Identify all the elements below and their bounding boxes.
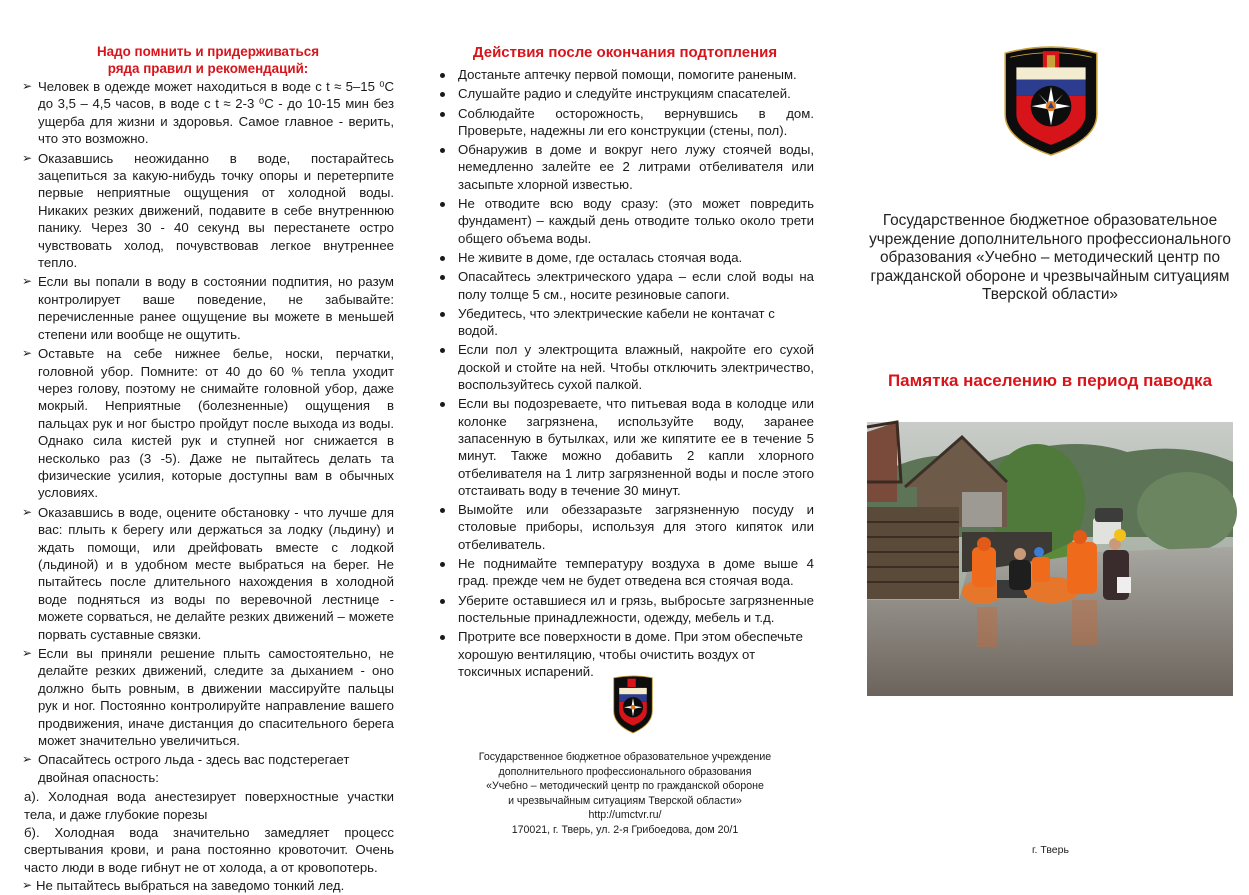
bullet-icon <box>440 256 445 261</box>
rule-item <box>22 273 394 343</box>
action-item <box>436 195 814 247</box>
rule-text: Не пытайтесь выбраться на заведомо тонкий лед. <box>36 878 345 894</box>
action-item <box>436 501 814 553</box>
memo-title: Памятка населению в период паводка <box>887 371 1213 390</box>
action-text: Опасайтесь электрического удара – если слой воды на полу толще 5 см., носите резиновые сапоги. <box>458 269 814 302</box>
action-text: Протрите все поверхности в доме. При этом обеспечьте хорошую вентиляцию, чтобы очистить воздух от токсичных испарений. <box>458 629 803 679</box>
arrow-bullet-icon: ➢ <box>22 346 33 361</box>
action-item <box>436 555 814 590</box>
rule-item <box>22 645 394 749</box>
arrow-bullet-icon: ➢ <box>22 504 33 519</box>
rule-item-last <box>22 877 394 894</box>
footer-line: «Учебно – методический центр по гражданской обороне <box>486 780 764 792</box>
after-flood-list <box>436 66 814 682</box>
bullet-icon <box>440 73 445 78</box>
action-item <box>436 592 814 627</box>
city-label: г. Тверь <box>1032 844 1069 856</box>
rule-subitem: б). Холодная вода значительно замедляет процесс свертывания крови, и рана постоянно кровоточит. Очень часто люди в воде гибнут не от холода, а от кровопотерь. <box>24 825 394 875</box>
rules-list <box>22 78 394 895</box>
rule-item <box>22 345 394 502</box>
footer-line: Государственное бюджетное образовательное учреждение <box>478 751 772 763</box>
bullet-icon <box>440 599 445 604</box>
bullet-icon <box>440 112 445 117</box>
action-item <box>436 628 814 680</box>
footer-line: дополнительного профессионального образования <box>498 765 752 778</box>
rule-item <box>22 78 394 148</box>
emblem-icon <box>1000 43 1102 155</box>
action-item <box>436 66 814 83</box>
arrow-bullet-icon: ➢ <box>22 79 33 93</box>
arrow-bullet-icon: ➢ <box>22 878 33 893</box>
rules-heading <box>22 43 394 77</box>
action-item <box>436 249 814 266</box>
bullet-icon <box>440 202 445 207</box>
org-name-line: учреждение дополнительного профессионального <box>869 230 1231 248</box>
rule-item <box>22 751 394 786</box>
rules-heading-line2: ряда правил и рекомендаций: <box>107 61 309 76</box>
action-text: Если вы подозреваете, что питьевая вода в колодце или колонке загрязнена, используйте воду, заранее запасенную в бутылках, или же кипятите ее в течение 5 минут. Также можно добавить 2 капли хлорного отбеливателя на 1 литр загрязненной воды и после этого отстаивать воду в течение 30 минут. <box>458 396 814 498</box>
rule-text: Если вы приняли решение плыть самостоятельно, не делайте резких движений, следите за дыханием - оно должно быть ровным, в движении массируйте пальцы рук и ног. Постоянно контролируйте направление вашего продвижения, иначе дистанция до спасительного берега может значительно увеличиться. <box>38 646 394 749</box>
flood-rescue-photo <box>867 422 1233 696</box>
bullet-icon <box>440 508 445 513</box>
bullet-icon <box>440 312 445 317</box>
action-text: Соблюдайте осторожность, вернувшись в дом. Проверьте, надежны ли его конструкции (стены, пол). <box>458 105 814 138</box>
bullet-icon <box>440 148 445 153</box>
rule-text: Оказавшись неожиданно в воде, постарайтесь зацепиться за какую-нибудь точку опоры и перетерпите первые неприятные ощущения от холодной воды. Никаких резких движений, подавите в себе внутреннюю панику. Через 30 - 40 секунд вы перестанете остро чувствовать холод, почувствовав легкое внутреннее тепло. <box>38 150 394 271</box>
rule-item <box>22 504 394 643</box>
bullet-icon <box>440 275 445 280</box>
action-item <box>436 141 814 193</box>
website-link[interactable]: http://umctvr.ru/ <box>588 809 662 821</box>
bullet-icon <box>440 348 445 353</box>
arrow-bullet-icon: ➢ <box>22 274 33 289</box>
action-item <box>436 341 814 393</box>
action-text: Достаньте аптечку первой помощи, помогите раненым. <box>458 67 797 82</box>
action-text: Обнаружив в доме и вокруг него лужу стоячей воды, немедленно залейте ее 2 литрами отбеливателя или засыпьте хлорной известью. <box>458 142 814 192</box>
action-text: Не поднимайте температуру воздуха в доме выше 4 град. прежде чем не будет отведена вся стоячая вода. <box>458 556 814 589</box>
org-name-line: образования «Учебно – методический центр по <box>879 249 1221 266</box>
action-item <box>436 395 814 499</box>
org-name-line: Государственное бюджетное образовательное <box>882 212 1218 229</box>
arrow-bullet-icon: ➢ <box>22 150 33 165</box>
emblem-small-icon <box>610 674 656 734</box>
footer-address: 170021, г. Тверь, ул. 2-я Грибоедова, дом 20/1 <box>511 823 739 836</box>
action-item <box>436 105 814 140</box>
action-text: Убедитесь, что электрические кабели не контачат с водой. <box>458 305 775 339</box>
rule-item <box>22 150 394 272</box>
action-text: Если пол у электрощита влажный, накройте его сухой доской и стойте на ней. Чтобы отключить электричество, воспользуйтесь сухой палкой. <box>458 342 814 393</box>
bullet-icon <box>440 635 445 640</box>
organization-name <box>860 212 1240 305</box>
action-item <box>436 85 814 102</box>
rule-text: Опасайтесь острого льда - здесь вас подстерегает двойная опасность: <box>38 752 350 785</box>
action-text: Не живите в доме, где осталась стоячая вода. <box>458 249 743 265</box>
action-text: Уберите оставшиеся ил и грязь, выбросьте загрязненные постельные принадлежности, одежду, мебель и т.д. <box>458 592 814 625</box>
action-text: Вымойте или обеззаразьте загрязненную посуду и столовые приборы, используя для этого кипяток или отбеливатель. <box>458 502 814 552</box>
rule-text: Если вы попали в воду в состоянии подпития, но разум контролирует ваше поведение, не забывайте: перечисленные ранее ощущение вы можете в меньшей степени или вообще не ощутить. <box>38 274 394 342</box>
rule-text: Оставьте на себе нижнее белье, носки, перчатки, головной убор. Помните: от 40 до 60 % тепла уходит через голову, поэтому не снимайте головной убор, даже мокрый. Неприятные (болезненные) ощущения в пальцах рук и ног быстро пройдут после выхода из воды. Однако сила кистей рук и ступней ног снижается в несколько раз (3 -5). Даже не пытайтесь делать та физические усилия, которые доступны вам в обычных условиях. <box>38 346 394 501</box>
action-item <box>436 268 814 303</box>
bullet-icon <box>440 402 445 407</box>
action-item <box>436 305 814 340</box>
footer-line: и чрезвычайным ситуациям Тверской области» <box>508 794 742 807</box>
arrow-bullet-icon: ➢ <box>22 752 33 767</box>
after-flood-heading: Действия после окончания подтопления <box>472 44 778 61</box>
org-name-line: Тверской области» <box>981 286 1118 303</box>
rule-text: Оказавшись в воде, оцените обстановку - что лучше для вас: плыть к берегу или держаться за лодку (льдину) и ждать помощи, или дрейфовать вместе с лодкой (льдиной) и в удобном месте выбраться на берег. Не пытайтесь после длительного нахождения в холодной воде подняться из воды по веревочной лестнице - можете сорваться, не делайте резких движений – можете порвать суставные связки. <box>38 504 394 642</box>
org-name-line: гражданской обороне и чрезвычайным ситуациям <box>870 267 1230 285</box>
bullet-icon <box>440 562 445 567</box>
rules-heading-line1: Надо помнить и придерживаться <box>96 44 320 59</box>
action-text: Не отводите всю воду сразу: (это может повредить фундамент) – каждый день отводите только около трети общего объема воды. <box>458 196 814 246</box>
rule-subitem: а). Холодная вода анестезирует поверхностные участки тела, и даже глубокие порезы <box>24 789 394 822</box>
bullet-icon <box>440 92 445 97</box>
arrow-bullet-icon: ➢ <box>22 646 33 660</box>
action-text: Слушайте радио и следуйте инструкциям спасателей. <box>458 86 791 102</box>
rule-text: Человек в одежде может находиться в воде с t ≈ 5–15 ⁰С до 3,5 – 4,5 часов, в воде с t ≈ 2-3 ⁰С - до 10-15 мин без ущерба для жизни и здоровья. Самое главное - верить, что это возможно. <box>38 79 394 147</box>
organization-footer <box>436 750 814 837</box>
